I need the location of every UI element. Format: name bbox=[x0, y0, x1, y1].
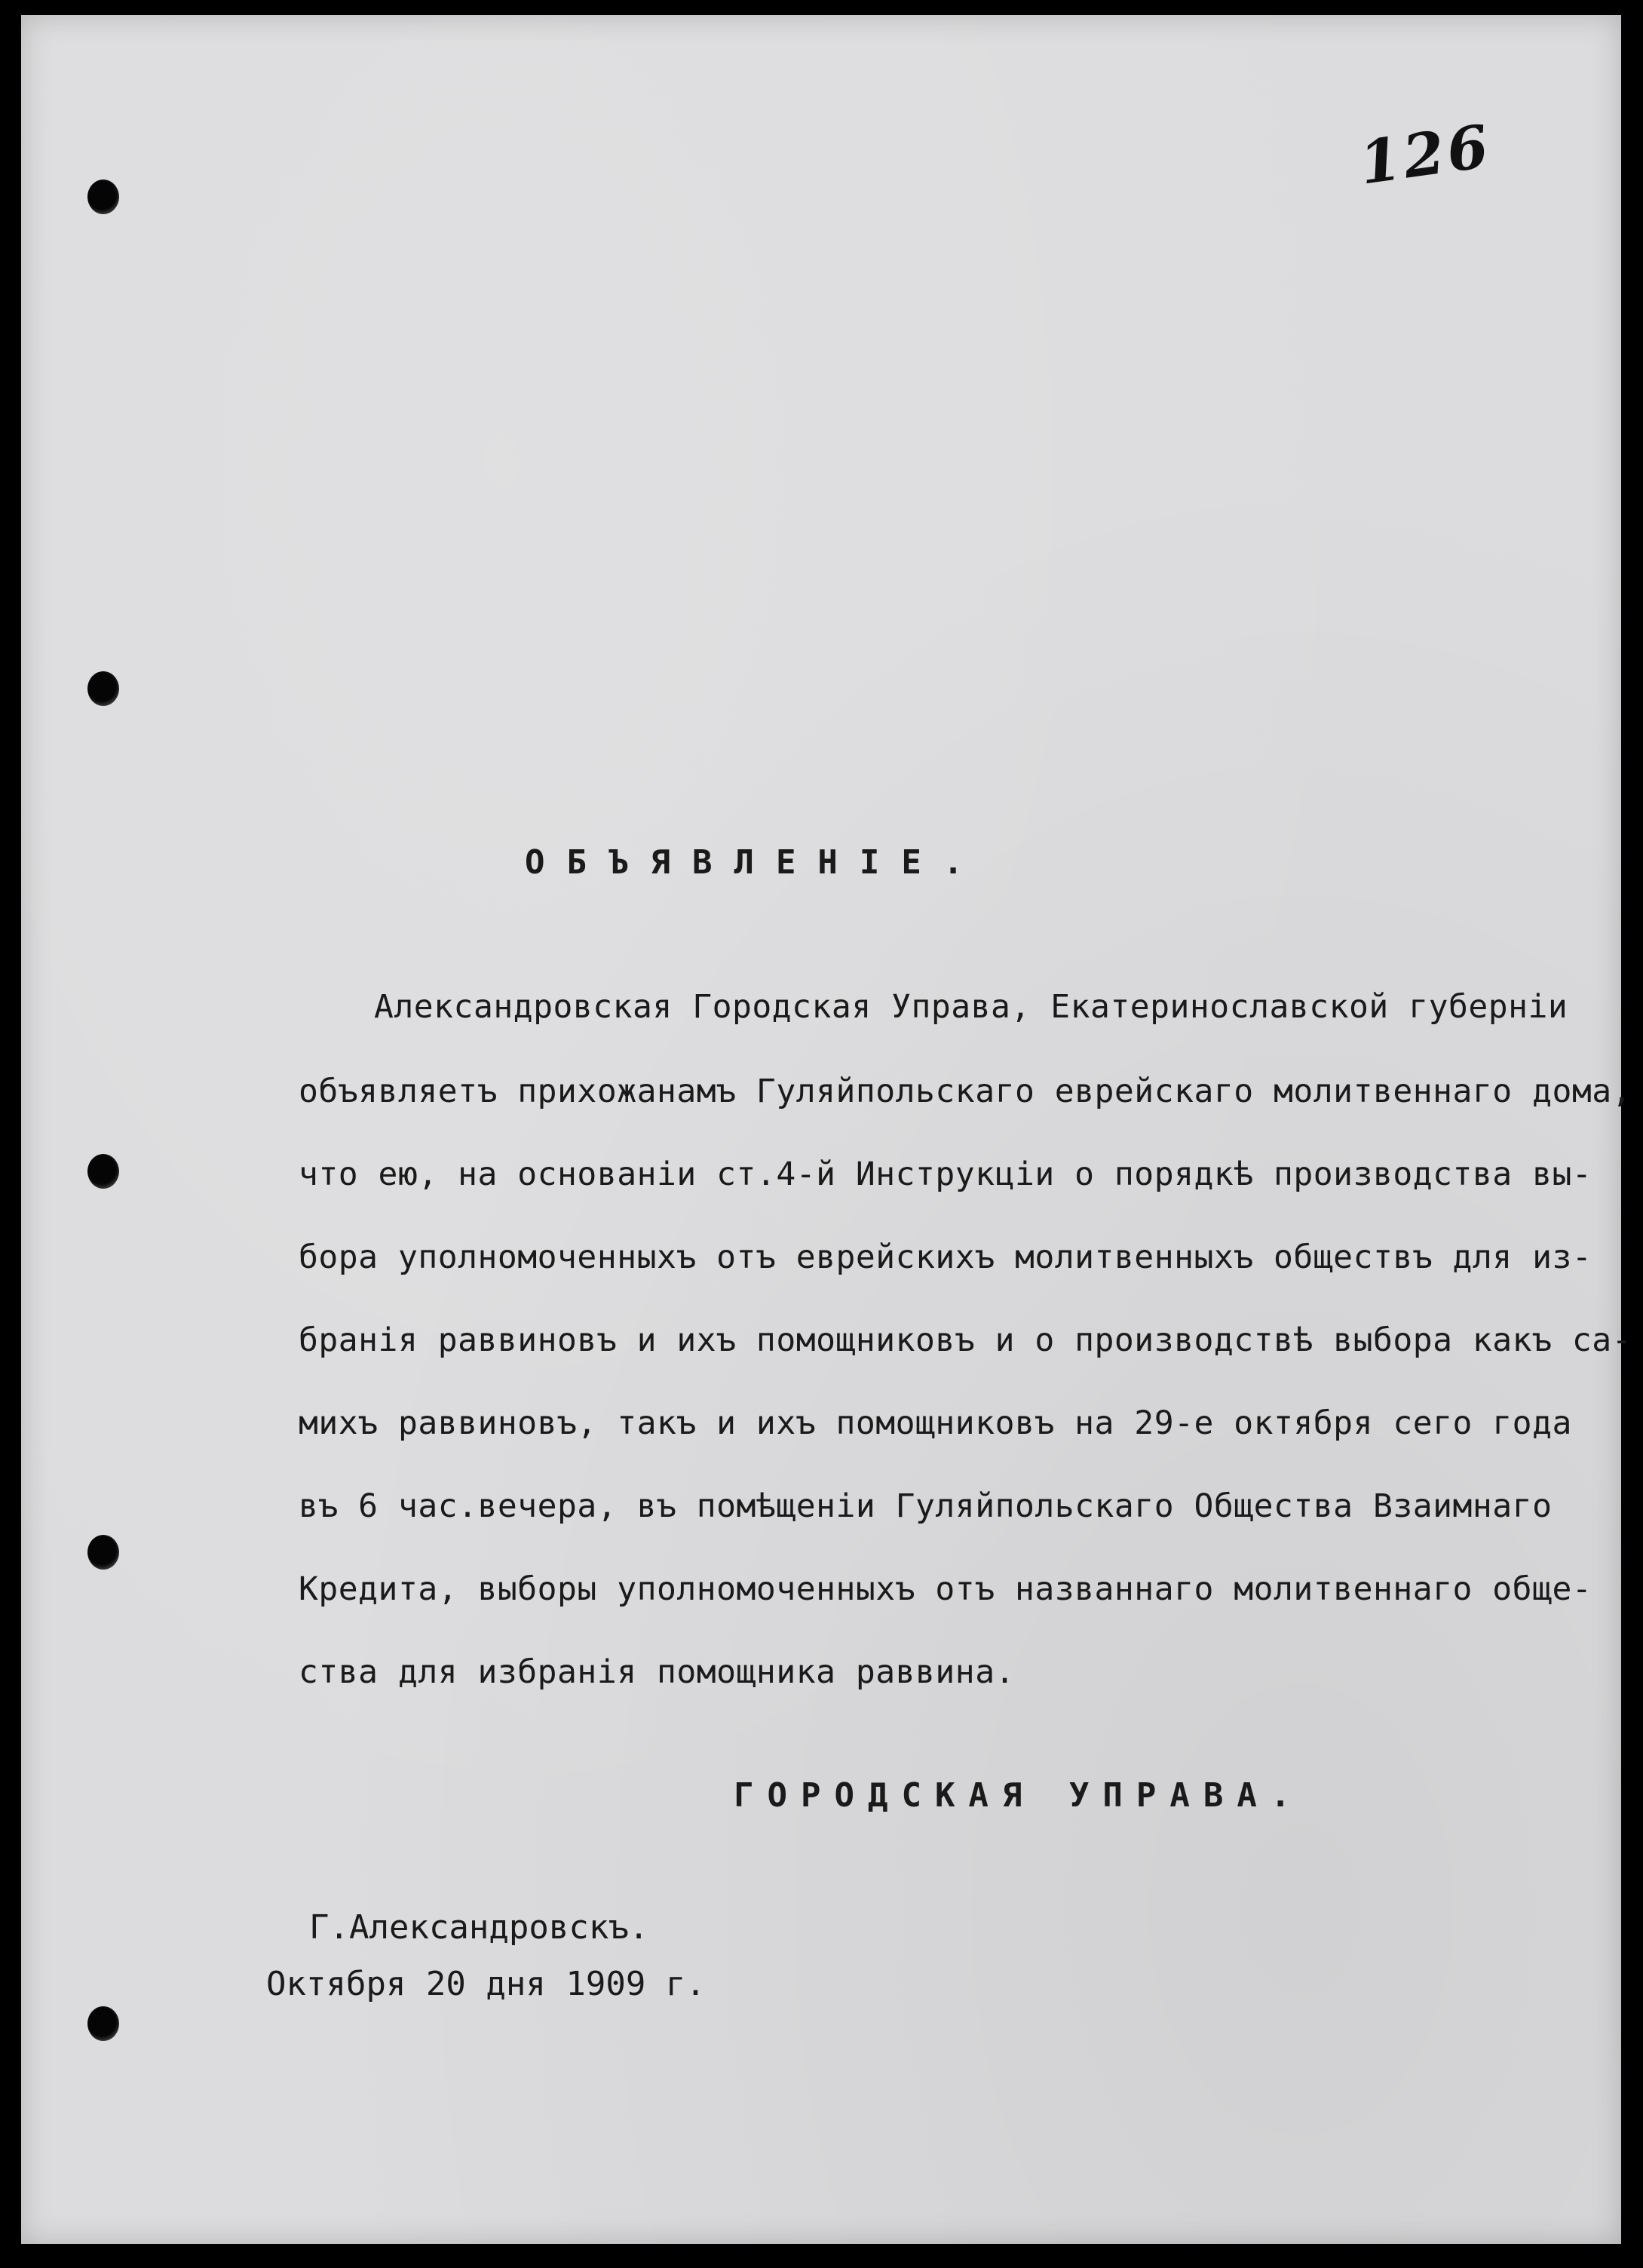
punch-hole bbox=[87, 671, 119, 706]
date-line: Октября 20 дня 1909 г. bbox=[266, 1965, 706, 2003]
body-line: объявляетъ прихожанамъ Гуляйпольскаго еврейскаго молитвеннаго дома, bbox=[299, 1073, 1632, 1110]
body-line: Кредита, выборы уполномоченныхъ отъ названнаго молитвеннаго обще- bbox=[299, 1570, 1592, 1608]
body-line: ства для избранія помощника раввина. bbox=[299, 1653, 1015, 1691]
place-line: Г.Александровскъ. bbox=[309, 1908, 649, 1947]
body-line: что ею, на основаніи ст.4-й Инструкціи о порядкѣ производства вы- bbox=[299, 1155, 1592, 1193]
punch-hole bbox=[87, 1535, 119, 1570]
punch-hole bbox=[87, 2006, 119, 2041]
body-line: бора уполномоченныхъ отъ еврейскихъ молитвенныхъ обществъ для из- bbox=[299, 1238, 1592, 1276]
punch-hole bbox=[87, 1154, 119, 1189]
body-line: бранія раввиновъ и ихъ помощниковъ и о производствѣ выбора какъ са- bbox=[299, 1321, 1632, 1359]
document-page bbox=[21, 15, 1632, 2244]
body-line: въ 6 час.вечера, въ помѣщеніи Гуляйпольскаго Общества Взаимнаго bbox=[299, 1487, 1553, 1525]
body-line: Александровская Городская Управа, Екатеринославской губерніи bbox=[374, 988, 1568, 1026]
body-line: михъ раввиновъ, такъ и ихъ помощниковъ на 29-е октября сего года bbox=[299, 1404, 1572, 1442]
folio-number: 126 bbox=[1355, 112, 1496, 198]
punch-hole bbox=[87, 180, 119, 214]
signature-block: ГОРОДСКАЯ УПРАВА. bbox=[734, 1776, 1304, 1815]
document-title: ОБЪЯВЛЕНІЕ. bbox=[525, 843, 985, 882]
